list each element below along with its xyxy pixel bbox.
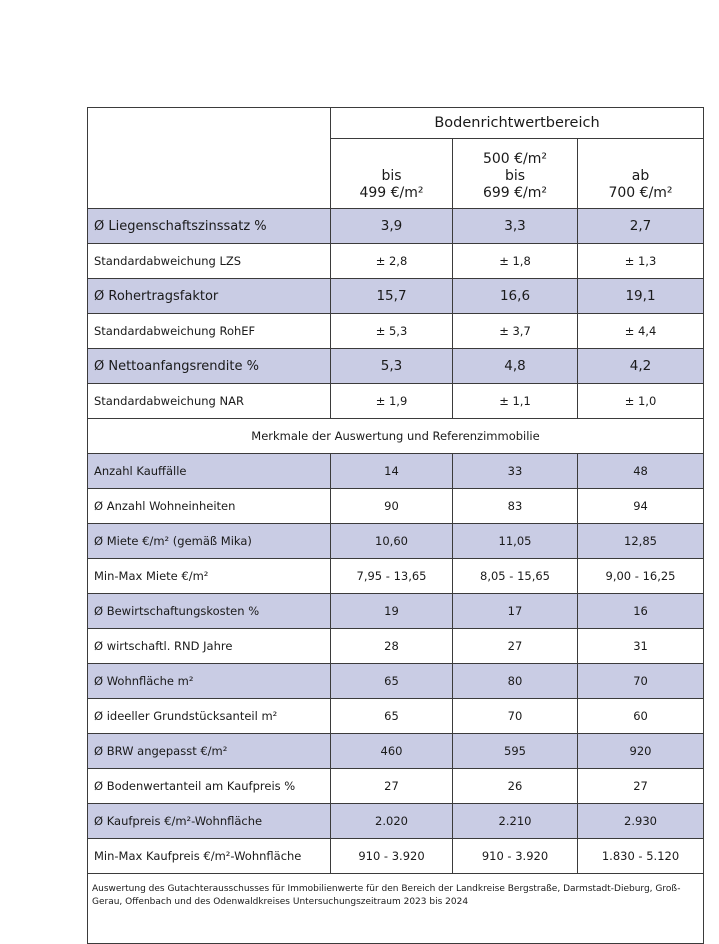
table-row bbox=[88, 489, 704, 524]
cell-value: 33 bbox=[453, 454, 578, 489]
cell-value: 65 bbox=[331, 699, 453, 734]
footnote: Auswertung des Gutachterausschusses für Immobilienwerte für den Bereich der Landkreise Bergstraße, Darmstadt-Dieburg, Groß-Gerau, Offenbach und des Odenwaldkreises Untersuchungszeitraum 2023 bis 2024 bbox=[88, 874, 704, 944]
cell-value: 8,05 - 15,65 bbox=[453, 559, 578, 594]
row-label: Ø Liegenschaftszinssatz % bbox=[88, 209, 331, 244]
cell-value: 83 bbox=[453, 489, 578, 524]
table-row bbox=[88, 699, 704, 734]
cell-value: 60 bbox=[578, 699, 704, 734]
cell-value: 17 bbox=[453, 594, 578, 629]
row-label: Ø Nettoanfangsrendite % bbox=[88, 349, 331, 384]
cell-value: 26 bbox=[453, 769, 578, 804]
cell-value: 920 bbox=[578, 734, 704, 769]
cell-value: 10,60 bbox=[331, 524, 453, 559]
row-label: Ø Bewirtschaftungskosten % bbox=[88, 594, 331, 629]
cell-value: 94 bbox=[578, 489, 704, 524]
cell-value: 16 bbox=[578, 594, 704, 629]
cell-value: 4,2 bbox=[578, 349, 704, 384]
cell-value: ± 1,1 bbox=[453, 384, 578, 419]
row-label: Standardabweichung RohEF bbox=[88, 314, 331, 349]
cell-value: 910 - 3.920 bbox=[331, 839, 453, 874]
cell-value: ± 1,3 bbox=[578, 244, 704, 279]
cell-value: 19,1 bbox=[578, 279, 704, 314]
table-row bbox=[88, 769, 704, 804]
cell-value: 27 bbox=[578, 769, 704, 804]
row-label: Anzahl Kauffälle bbox=[88, 454, 331, 489]
cell-value: ± 1,8 bbox=[453, 244, 578, 279]
header-empty-cell bbox=[88, 108, 331, 209]
cell-value: ± 4,4 bbox=[578, 314, 704, 349]
table-row bbox=[88, 664, 704, 699]
row-label: Standardabweichung LZS bbox=[88, 244, 331, 279]
cell-value: ± 1,9 bbox=[331, 384, 453, 419]
cell-value: 5,3 bbox=[331, 349, 453, 384]
section-title-cell: Merkmale der Auswertung und Referenzimmobilie bbox=[88, 419, 704, 454]
cell-value: 12,85 bbox=[578, 524, 704, 559]
cell-value: ± 3,7 bbox=[453, 314, 578, 349]
cell-value: 65 bbox=[331, 664, 453, 699]
group-header: Bodenrichtwertbereich bbox=[331, 108, 704, 139]
cell-value: 14 bbox=[331, 454, 453, 489]
cell-value: 70 bbox=[578, 664, 704, 699]
data-table bbox=[87, 107, 704, 944]
section-row bbox=[88, 419, 704, 454]
cell-value: 9,00 - 16,25 bbox=[578, 559, 704, 594]
cell-value: 2,7 bbox=[578, 209, 704, 244]
cell-value: 595 bbox=[453, 734, 578, 769]
cell-value: 1.830 - 5.120 bbox=[578, 839, 704, 874]
row-label: Ø wirtschaftl. RND Jahre bbox=[88, 629, 331, 664]
cell-value: 31 bbox=[578, 629, 704, 664]
table-row bbox=[88, 209, 704, 244]
row-label: Ø Kaufpreis €/m²-Wohnfläche bbox=[88, 804, 331, 839]
row-label: Ø BRW angepasst €/m² bbox=[88, 734, 331, 769]
table-row bbox=[88, 559, 704, 594]
row-label: Standardabweichung NAR bbox=[88, 384, 331, 419]
cell-value: 15,7 bbox=[331, 279, 453, 314]
cell-value: 28 bbox=[331, 629, 453, 664]
table-row bbox=[88, 314, 704, 349]
cell-value: 2.930 bbox=[578, 804, 704, 839]
row-label: Min-Max Miete €/m² bbox=[88, 559, 331, 594]
cell-value: 27 bbox=[453, 629, 578, 664]
cell-value: 16,6 bbox=[453, 279, 578, 314]
cell-value: ± 1,0 bbox=[578, 384, 704, 419]
table-row bbox=[88, 734, 704, 769]
cell-value: 48 bbox=[578, 454, 704, 489]
cell-value: 80 bbox=[453, 664, 578, 699]
cell-value: 11,05 bbox=[453, 524, 578, 559]
column-header-2: 500 €/m² bis 699 €/m² bbox=[453, 139, 578, 209]
cell-value: 2.210 bbox=[453, 804, 578, 839]
cell-value: 27 bbox=[331, 769, 453, 804]
cell-value: 19 bbox=[331, 594, 453, 629]
table-row bbox=[88, 349, 704, 384]
table-row bbox=[88, 839, 704, 874]
row-label: Ø Anzahl Wohneinheiten bbox=[88, 489, 331, 524]
row-label: Ø Bodenwertanteil am Kaufpreis % bbox=[88, 769, 331, 804]
cell-value: 460 bbox=[331, 734, 453, 769]
column-header-1: bis 499 €/m² bbox=[331, 139, 453, 209]
table-row bbox=[88, 594, 704, 629]
cell-value: 70 bbox=[453, 699, 578, 734]
cell-value: 90 bbox=[331, 489, 453, 524]
cell-value: 7,95 - 13,65 bbox=[331, 559, 453, 594]
row-label: Min-Max Kaufpreis €/m²-Wohnfläche bbox=[88, 839, 331, 874]
table-header-row bbox=[88, 108, 704, 139]
row-label: Ø Miete €/m² (gemäß Mika) bbox=[88, 524, 331, 559]
cell-value: 4,8 bbox=[453, 349, 578, 384]
table-row bbox=[88, 524, 704, 559]
cell-value: ± 5,3 bbox=[331, 314, 453, 349]
column-header-3: ab 700 €/m² bbox=[578, 139, 704, 209]
table-row bbox=[88, 384, 704, 419]
cell-value: 2.020 bbox=[331, 804, 453, 839]
row-label: Ø ideeller Grundstücksanteil m² bbox=[88, 699, 331, 734]
table-row bbox=[88, 629, 704, 664]
table-row bbox=[88, 454, 704, 489]
row-label: Ø Wohnfläche m² bbox=[88, 664, 331, 699]
table-row bbox=[88, 804, 704, 839]
cell-value: 910 - 3.920 bbox=[453, 839, 578, 874]
footnote-row bbox=[88, 874, 704, 944]
cell-value: ± 2,8 bbox=[331, 244, 453, 279]
cell-value: 3,9 bbox=[331, 209, 453, 244]
row-label: Ø Rohertragsfaktor bbox=[88, 279, 331, 314]
table-row bbox=[88, 279, 704, 314]
table-row bbox=[88, 244, 704, 279]
cell-value: 3,3 bbox=[453, 209, 578, 244]
